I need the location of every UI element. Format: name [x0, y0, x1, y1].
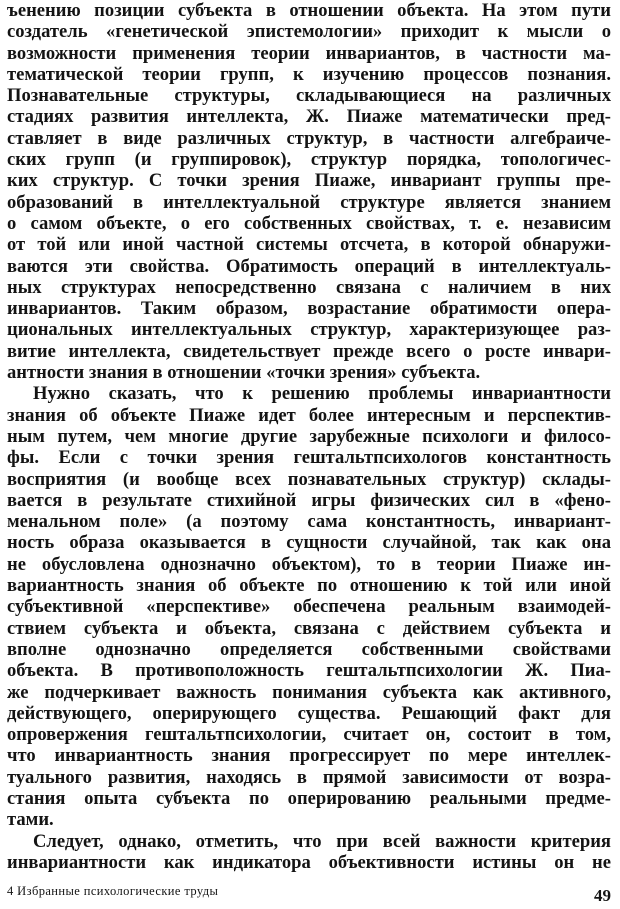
text-line: ствием субъекта и объекта, связана с действием субъекта и — [7, 617, 611, 639]
text-line: что инвариантность знания прогрессирует по мере интеллек- — [7, 745, 611, 767]
page-footer — [7, 880, 611, 904]
footnote-signature: 4 Избранные психологические труды — [7, 884, 219, 898]
text-line: Нужно сказать, что к решению проблемы инвариантности — [33, 383, 611, 405]
text-line: Следует, однако, отметить, что при всей важности критерия — [33, 830, 611, 852]
text-line: не обусловлена однозначно объектом), то в теории Пиаже ин- — [7, 553, 611, 575]
text-line: субъективной «перспективе» обеспечена реальным взаимодей- — [7, 596, 611, 618]
text-line: образований в интеллектуальной структуре является знанием — [7, 191, 611, 213]
text-line: же подчеркивает важность понимания субъекта как активного, — [7, 681, 611, 703]
text-line: от той или иной частной системы отсчета, в которой обнаружи- — [7, 234, 611, 256]
text-line: ъенению позиции субъекта в отношении объекта. На этом пути — [7, 0, 611, 21]
text-line: инвариантов. Таким образом, возрастание обратимости опера- — [7, 298, 611, 320]
text-line: о самом объекте, о его собственных свойствах, т. е. независим — [7, 212, 611, 234]
text-line: витие интеллекта, свидетельствует прежде всего о росте инвари- — [7, 340, 611, 362]
text-line: восприятия (и вообще всех познавательных структур) склады- — [7, 468, 611, 490]
text-line: ных структурах непосредственно связана с наличием в них — [7, 276, 611, 298]
text-line: стания опыта субъекта по оперированию реальными предме- — [7, 787, 611, 809]
text-line: менальном поле» (а поэтому сама константность, инвариант- — [7, 511, 611, 533]
body-text — [7, 0, 611, 873]
text-line: инвариантности как индикатора объективности истины он не — [7, 851, 611, 873]
text-line: объекта. В противоположность гештальтпсихологии Ж. Пиа- — [7, 660, 611, 682]
text-line: Познавательные структуры, складывающиеся на различных — [7, 85, 611, 107]
text-line: возможности применения теории инвариантов, в частности ма- — [7, 42, 611, 64]
text-line: туального развития, находясь в прямой зависимости от возра- — [7, 766, 611, 788]
text-line: тами. — [7, 809, 54, 831]
text-line: ставляет в виде различных структур, в частности алгебраиче- — [7, 127, 611, 149]
text-line: действующего, оперирующего существа. Решающий факт для — [7, 702, 611, 724]
text-line: тематической теории групп, к изучению процессов познания. — [7, 63, 611, 85]
text-line: ваются эти свойства. Обратимость операций в интеллектуаль- — [7, 255, 611, 277]
text-line: знания об объекте Пиаже идет более интересным и перспектив- — [7, 404, 611, 426]
text-line: антности знания в отношении «точки зрения» субъекта. — [7, 362, 481, 384]
text-line: опровержения гештальтпсихологии, считает он, состоит в том, — [7, 724, 611, 746]
text-line: фы. Если с точки зрения гештальтпсихологов константность — [7, 447, 611, 469]
text-line: вполне однозначно определяется собственными свойствами — [7, 638, 611, 660]
text-line: стадиях развития интеллекта, Ж. Пиаже математически пред- — [7, 106, 611, 128]
text-line: ным путем, чем многие другие зарубежные психологи и филосо- — [7, 425, 611, 447]
text-line: циональных интеллектуальных структур, характеризующее раз- — [7, 319, 611, 341]
text-line: ских групп (и группировок), структур порядка, топологичес- — [7, 149, 611, 171]
page-number: 49 — [594, 886, 611, 905]
text-line: вается в результате стихийной игры физических сил в «фено- — [7, 489, 611, 511]
text-line: создатель «генетической эпистемологии» приходит к мысли о — [7, 21, 611, 43]
text-line: вариантность знания об объекте по отношению к той или иной — [7, 575, 611, 597]
text-line: ность образа оказывается в сущности случайной, так как она — [7, 532, 611, 554]
text-line: ких структур. С точки зрения Пиаже, инвариант группы пре- — [7, 170, 611, 192]
